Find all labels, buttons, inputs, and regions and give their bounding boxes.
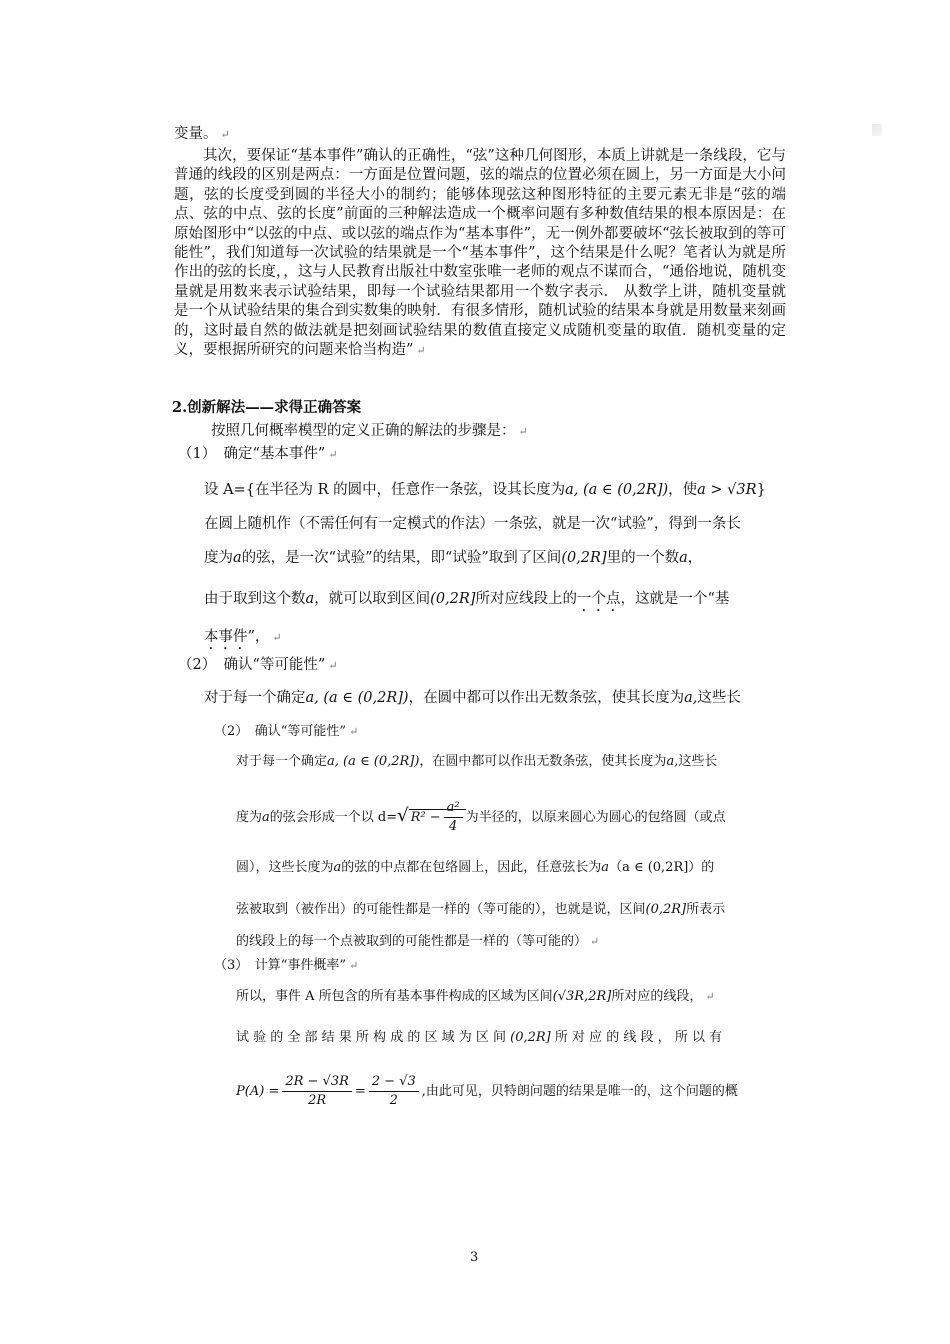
intro-text: 按照几何概率模型的定义正确的解法的步骤是： <box>211 423 516 439</box>
math-inline: a <box>333 860 342 875</box>
intro-line <box>211 421 528 442</box>
text: ”， <box>247 629 270 645</box>
text: ，这就是一个“基 <box>620 591 730 607</box>
text: ，在圆中都可以作出无数条弦，使其长度为 <box>408 690 685 706</box>
text: 弦被取到（被作出）的可能性都是一样的（等可能的），也就是说，区间 <box>236 902 646 917</box>
inner-step2-label-text: （2） 确认“等可能性” <box>214 724 347 739</box>
text: 所以，事件 A 所包含的所有基本事件构成的区域为区间 <box>236 989 553 1004</box>
top-line <box>174 124 230 145</box>
math-inline: a, (a ∈ (0,2R]) <box>565 482 669 498</box>
emphasis-text: 一个点 <box>576 591 621 607</box>
math-inline: P(A) = <box>236 1084 280 1099</box>
inner-line-2 <box>236 796 726 838</box>
inner-line-3 <box>236 858 714 878</box>
text: 度为 <box>236 810 263 825</box>
math-inline: a <box>305 591 315 607</box>
paragraph-mark: ↵ <box>590 935 600 948</box>
paragraph-mark: ↵ <box>220 128 230 141</box>
paragraph-mark: ↵ <box>328 448 338 461</box>
text: 对于每一个确定 <box>236 754 328 769</box>
math-inline: (0,2R] <box>561 550 607 566</box>
math-inline: a, <box>666 754 679 769</box>
step2-label-text: （2） 确认“等可能性” <box>178 657 326 673</box>
page-corner-shadow <box>872 124 882 136</box>
fraction <box>369 1073 419 1110</box>
text: 圆），这些长度为 <box>236 860 334 875</box>
text: 的弦会形成一个以 d= <box>269 810 398 825</box>
math-inline: a, (a ∈ (0,2R]) <box>305 690 409 706</box>
math-inline: (0,2R] <box>510 1030 551 1045</box>
inner-line-5 <box>236 932 599 952</box>
fraction <box>282 1073 352 1110</box>
text: 对于每一个确定 <box>204 690 306 706</box>
math-inline: a <box>262 810 270 825</box>
text: 度为 <box>204 550 233 566</box>
text: 为半径的，以原来圆心为圆心的包络圆（或点 <box>465 810 726 825</box>
inner-step2-label <box>214 722 358 742</box>
text: R² − <box>410 810 441 825</box>
text: } <box>756 482 766 498</box>
text: 的线段上的每一个点被取到的可能性都是一样的（等可能的） <box>236 934 588 949</box>
text: 由于取到这个数 <box>204 591 306 607</box>
inner3-line-3 <box>236 1072 738 1112</box>
step1-line-4 <box>204 589 729 615</box>
section-heading-2 <box>172 398 361 418</box>
step1-label <box>178 444 338 465</box>
text: ，就可以取到区间 <box>314 591 431 607</box>
paragraph-mark: ↵ <box>272 631 282 644</box>
sqrt-radicand <box>409 800 466 834</box>
step1-line-1 <box>204 480 766 500</box>
math-inline: a <box>679 550 688 566</box>
math-inline: (√3R,2R] <box>552 989 612 1004</box>
text: 这些长 <box>697 690 741 706</box>
text: ，在圆中都可以作出无数条弦，使其长度为 <box>419 754 667 769</box>
paragraph-mark: ↵ <box>518 425 528 438</box>
fraction-numerator: 2R − √3R <box>282 1073 352 1092</box>
fraction-numerator: 2 − √3 <box>369 1073 419 1092</box>
text: 这些长 <box>678 754 718 769</box>
inner-step3-label <box>214 956 358 976</box>
text: 在圆上随机作（不需任何有一定模式的作法）一条弦，就是一次“试验”，得到一条长 <box>204 516 741 532</box>
sqrt-sign: √ <box>397 805 409 826</box>
fraction-denominator: 2R <box>308 1093 327 1108</box>
fraction-numerator: a² <box>444 799 463 818</box>
text: 所对应线段上的 <box>475 591 577 607</box>
fraction <box>444 799 463 836</box>
text: ， <box>687 550 703 566</box>
step1-label-text: （1） 确定“基本事件” <box>178 446 326 462</box>
paragraph-mark: ↵ <box>349 725 359 738</box>
text: ,由此可见，贝特朗问题的结果是唯一的，这个问题的概 <box>421 1084 738 1099</box>
step2-line-1 <box>204 688 741 708</box>
math-inline: a, (a ∈ (0,2R]) <box>327 754 420 769</box>
text: 所表示 <box>686 902 726 917</box>
paragraph-mark: ↵ <box>705 990 715 1003</box>
text: 试 验 的 全 部 结 果 所 构 成 的 区 域 为 区 间 <box>236 1030 506 1045</box>
text: 的弦的中点都在包络圆上，因此，任意弦长为 <box>341 860 602 875</box>
math-inline: (0,2R] <box>645 902 687 917</box>
section-heading-text: 2.创新解法——求得正确答案 <box>172 399 362 416</box>
math-inline: a > √3R <box>697 482 757 498</box>
math-inline: a <box>601 860 610 875</box>
paragraph-mark: ↵ <box>349 959 359 972</box>
math-inline: a <box>233 550 242 566</box>
inner3-line-2 <box>236 1028 722 1048</box>
paragraph-mark: ↵ <box>416 344 426 358</box>
text: 所对应的线段， <box>611 989 703 1004</box>
text: 设 A={在半径为 R 的圆中，任意作一条弦，设其长度为 <box>204 482 566 498</box>
text: 的弦，是一次“试验”的结果，即“试验”取到了区间 <box>241 550 562 566</box>
step1-line-2 <box>204 514 741 534</box>
text: 所 对 应 的 线 段 ， 所 以 有 <box>554 1030 723 1045</box>
inner-step3-label-text: （3） 计算“事件概率” <box>214 958 347 973</box>
step1-line-5 <box>204 627 282 653</box>
math-inline: (0,2R] <box>430 591 476 607</box>
paragraph-1-text: 其次，要保证“基本事件”确认的正确性，“弦”这种几何图形，本质上讲就是一条线段，它与普通的线段的区别是两点：一方面是位置问题，弦的端点的位置必须在圆上，另一方面是大小问题，弦的长度受到圆的半径大小的制约；能够体现弦这种图形特征的主要元素无非是“弦的端点、弦的中点、弦的长度”前面的三种解法造成一个概率问题有多种数值结果的根本原因是：在原始图形中“以弦的中点、或以弦的端点作为“基本事件”，无一例外都要破坏“弦长被取到的等可能性”，我们知道每一次试验的结果就是一个“基本事件”，这个结果是什么呢？笔者认为就是所作出的弦的长度，，这与人民教育出版社中数室张唯一老师的观点不谋而合，“通俗地说，随机变量就是用数来表示试验结果，即每一个试验结果都用一个数字表示． 从数学上讲，随机变量就是一个从试验结果的集合到实数集的映射．有很多情形，随机试验的结果本身就是用数量来刻画的，这时最自然的做法就是把刻画试验结果的数值直接定义成随机变量的取值．随机变量的定义，要根据所研究的问题来恰当构造” <box>174 148 786 359</box>
text: = <box>354 1084 366 1099</box>
paragraph-1 <box>174 147 786 360</box>
emphasis-text: 本事件 <box>204 629 248 645</box>
step2-label <box>178 655 338 676</box>
page-number: 3 <box>470 1250 479 1265</box>
text: ，使 <box>668 482 698 498</box>
text: （a ∈ (0,2R]）的 <box>609 860 715 875</box>
fraction-denominator: 2 <box>389 1093 398 1108</box>
step1-line-3 <box>204 548 702 568</box>
math-inline: a, <box>684 690 698 706</box>
paragraph-mark: ↵ <box>328 659 338 672</box>
top-line-text: 变量。 <box>174 126 218 142</box>
fraction-denominator: 4 <box>449 819 458 834</box>
inner-line-4 <box>236 900 725 920</box>
text: 里的一个数 <box>606 550 680 566</box>
inner3-line-1 <box>236 987 715 1007</box>
inner-line-1 <box>236 752 717 772</box>
